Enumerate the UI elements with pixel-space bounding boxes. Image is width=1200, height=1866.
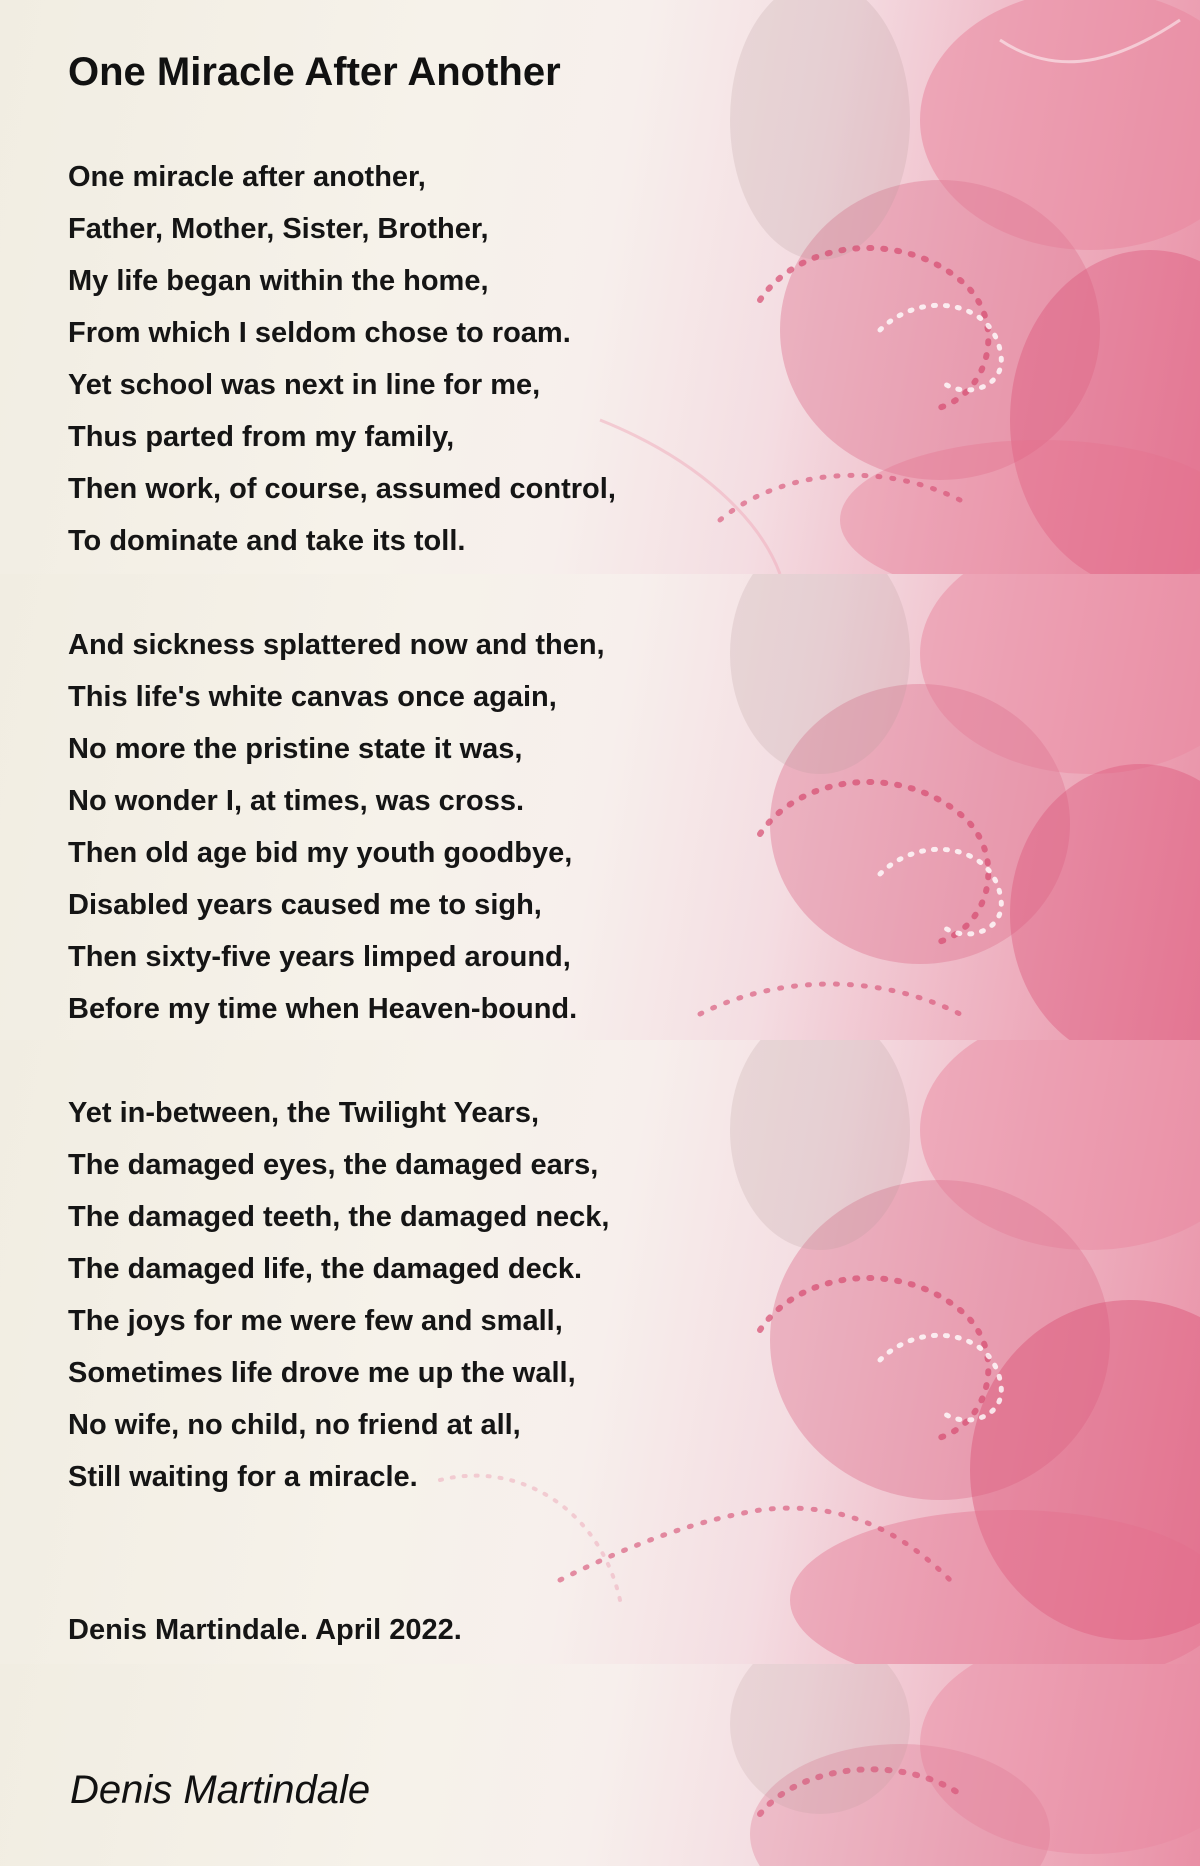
poem-line: Then sixty-five years limped around, bbox=[68, 941, 571, 973]
poem-line: The joys for me were few and small, bbox=[68, 1305, 563, 1337]
poem-line: Sometimes life drove me up the wall, bbox=[68, 1357, 576, 1389]
poem-line: One miracle after another, bbox=[68, 161, 426, 193]
poem-line: Yet school was next in line for me, bbox=[68, 369, 541, 401]
poem-line: Father, Mother, Sister, Brother, bbox=[68, 213, 489, 245]
poem-line: And sickness splattered now and then, bbox=[68, 629, 605, 661]
poem-line: Thus parted from my family, bbox=[68, 421, 455, 453]
poem-line: My life began within the home, bbox=[68, 265, 489, 297]
poem-line: Before my time when Heaven-bound. bbox=[68, 993, 578, 1025]
poem-line: Yet in-between, the Twilight Years, bbox=[68, 1097, 540, 1129]
poem-line: This life's white canvas once again, bbox=[68, 681, 557, 713]
stanza bbox=[68, 151, 616, 567]
stanza bbox=[68, 619, 605, 1035]
poem-signature: Denis Martindale. April 2022. bbox=[68, 1614, 462, 1646]
poem-line: The damaged life, the damaged deck. bbox=[68, 1253, 583, 1285]
poet-name: Denis Martindale bbox=[70, 1768, 371, 1812]
poem-line: The damaged teeth, the damaged neck, bbox=[68, 1201, 610, 1233]
poem-line: No more the pristine state it was, bbox=[68, 733, 523, 765]
poem-line: From which I seldom chose to roam. bbox=[68, 317, 571, 349]
poem-line: No wife, no child, no friend at all, bbox=[68, 1409, 521, 1441]
poem-line: Still waiting for a miracle. bbox=[68, 1461, 418, 1493]
poem-line: No wonder I, at times, was cross. bbox=[68, 785, 525, 817]
poem-line: To dominate and take its toll. bbox=[68, 525, 466, 557]
poem-title: One Miracle After Another bbox=[68, 50, 561, 94]
stanza bbox=[68, 1087, 609, 1503]
poem-line: Disabled years caused me to sigh, bbox=[68, 889, 542, 921]
poem-line: Then work, of course, assumed control, bbox=[68, 473, 616, 505]
poem-line: The damaged eyes, the damaged ears, bbox=[68, 1149, 599, 1181]
poem-line: Then old age bid my youth goodbye, bbox=[68, 837, 573, 869]
